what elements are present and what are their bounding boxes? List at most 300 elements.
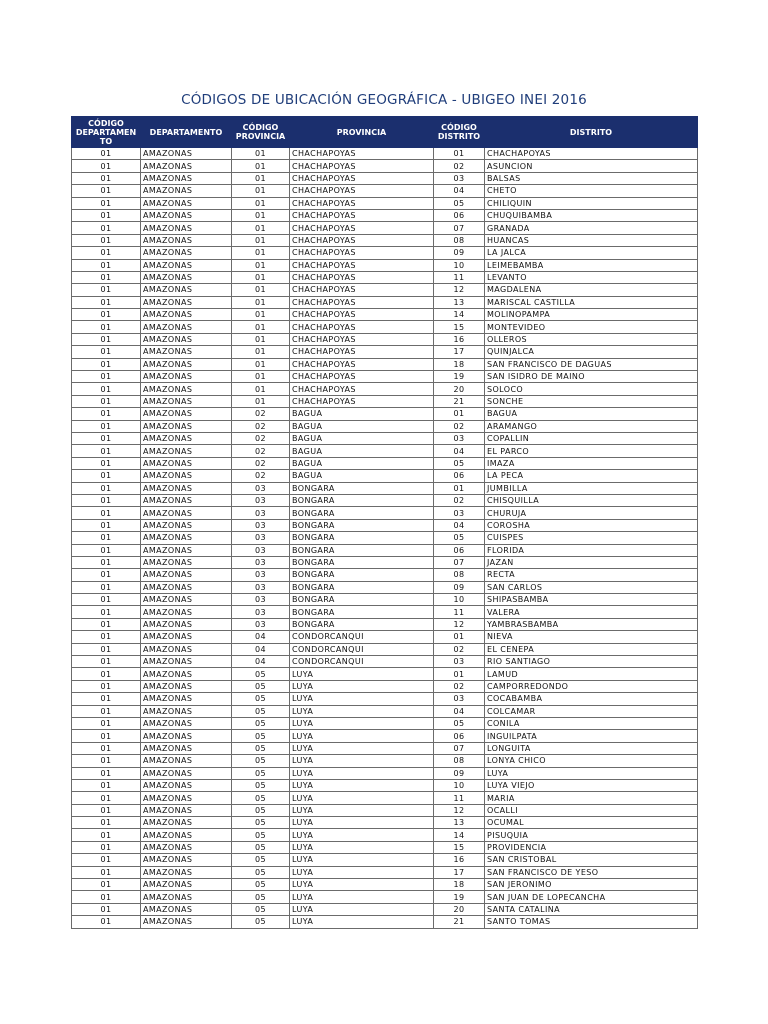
- cell-departamento: AMAZONAS: [141, 903, 232, 915]
- cell-cod-provincia: 04: [232, 656, 290, 668]
- cell-cod-distrito: 05: [434, 197, 485, 209]
- cell-cod-departamento: 01: [72, 234, 141, 246]
- cell-cod-distrito: 04: [434, 519, 485, 531]
- cell-cod-distrito: 14: [434, 309, 485, 321]
- cell-provincia: CONDORCANQUI: [290, 643, 434, 655]
- table-row: [72, 779, 698, 791]
- table-row: [72, 680, 698, 692]
- cell-provincia: LUYA: [290, 879, 434, 891]
- cell-departamento: AMAZONAS: [141, 594, 232, 606]
- cell-cod-departamento: 01: [72, 556, 141, 568]
- cell-departamento: AMAZONAS: [141, 296, 232, 308]
- cell-cod-distrito: 03: [434, 656, 485, 668]
- cell-cod-distrito: 01: [434, 408, 485, 420]
- cell-provincia: BONGARA: [290, 519, 434, 531]
- cell-cod-provincia: 01: [232, 346, 290, 358]
- cell-departamento: AMAZONAS: [141, 519, 232, 531]
- cell-provincia: LUYA: [290, 755, 434, 767]
- cell-departamento: AMAZONAS: [141, 792, 232, 804]
- cell-distrito: EL PARCO: [485, 445, 698, 457]
- cell-distrito: SANTA CATALINA: [485, 903, 698, 915]
- cell-departamento: AMAZONAS: [141, 916, 232, 928]
- cell-cod-provincia: 01: [232, 321, 290, 333]
- cell-cod-provincia: 04: [232, 631, 290, 643]
- cell-cod-distrito: 06: [434, 209, 485, 221]
- cell-provincia: LUYA: [290, 854, 434, 866]
- cell-provincia: CHACHAPOYAS: [290, 346, 434, 358]
- cell-cod-distrito: 11: [434, 792, 485, 804]
- cell-distrito: GRANADA: [485, 222, 698, 234]
- cell-cod-departamento: 01: [72, 420, 141, 432]
- cell-cod-provincia: 03: [232, 494, 290, 506]
- cell-provincia: CHACHAPOYAS: [290, 197, 434, 209]
- cell-cod-distrito: 16: [434, 854, 485, 866]
- cell-cod-distrito: 09: [434, 581, 485, 593]
- cell-departamento: AMAZONAS: [141, 668, 232, 680]
- cell-departamento: AMAZONAS: [141, 705, 232, 717]
- cell-cod-provincia: 01: [232, 284, 290, 296]
- cell-distrito: COCABAMBA: [485, 693, 698, 705]
- cell-distrito: COLCAMAR: [485, 705, 698, 717]
- cell-cod-departamento: 01: [72, 693, 141, 705]
- table-row: [72, 371, 698, 383]
- table-row: [72, 408, 698, 420]
- cell-departamento: AMAZONAS: [141, 680, 232, 692]
- table-row: [72, 519, 698, 531]
- cell-cod-provincia: 02: [232, 445, 290, 457]
- cell-provincia: LUYA: [290, 668, 434, 680]
- cell-distrito: CUISPES: [485, 532, 698, 544]
- table-row: [72, 209, 698, 221]
- cell-provincia: CHACHAPOYAS: [290, 234, 434, 246]
- cell-distrito: LUYA VIEJO: [485, 779, 698, 791]
- table-row: [72, 792, 698, 804]
- cell-provincia: BONGARA: [290, 507, 434, 519]
- cell-distrito: INGUILPATA: [485, 730, 698, 742]
- cell-cod-departamento: 01: [72, 482, 141, 494]
- table-row: [72, 259, 698, 271]
- cell-distrito: SAN CRISTOBAL: [485, 854, 698, 866]
- cell-cod-distrito: 09: [434, 247, 485, 259]
- cell-departamento: AMAZONAS: [141, 371, 232, 383]
- cell-distrito: MONTEVIDEO: [485, 321, 698, 333]
- cell-cod-provincia: 01: [232, 296, 290, 308]
- cell-provincia: LUYA: [290, 705, 434, 717]
- cell-cod-provincia: 04: [232, 643, 290, 655]
- cell-provincia: BONGARA: [290, 606, 434, 618]
- header-cod-distrito: CÓDIGO DISTRITO: [434, 117, 485, 148]
- cell-distrito: OCALLI: [485, 804, 698, 816]
- cell-cod-departamento: 01: [72, 668, 141, 680]
- cell-cod-distrito: 03: [434, 693, 485, 705]
- cell-cod-distrito: 12: [434, 618, 485, 630]
- cell-cod-departamento: 01: [72, 408, 141, 420]
- cell-cod-distrito: 04: [434, 445, 485, 457]
- cell-departamento: AMAZONAS: [141, 717, 232, 729]
- cell-distrito: LEVANTO: [485, 271, 698, 283]
- cell-cod-provincia: 05: [232, 903, 290, 915]
- ubigeo-table: [71, 116, 698, 929]
- table-row: [72, 172, 698, 184]
- cell-departamento: AMAZONAS: [141, 507, 232, 519]
- cell-cod-distrito: 20: [434, 903, 485, 915]
- table-row: [72, 903, 698, 915]
- cell-distrito: LONGUITA: [485, 742, 698, 754]
- cell-distrito: MOLINOPAMPA: [485, 309, 698, 321]
- cell-cod-departamento: 01: [72, 333, 141, 345]
- cell-distrito: ASUNCION: [485, 160, 698, 172]
- cell-cod-departamento: 01: [72, 247, 141, 259]
- cell-distrito: MARIA: [485, 792, 698, 804]
- cell-cod-departamento: 01: [72, 767, 141, 779]
- cell-cod-departamento: 01: [72, 470, 141, 482]
- cell-cod-departamento: 01: [72, 172, 141, 184]
- cell-cod-departamento: 01: [72, 371, 141, 383]
- table-row: [72, 879, 698, 891]
- cell-departamento: AMAZONAS: [141, 817, 232, 829]
- cell-provincia: LUYA: [290, 804, 434, 816]
- cell-cod-provincia: 05: [232, 829, 290, 841]
- cell-cod-provincia: 02: [232, 470, 290, 482]
- cell-cod-distrito: 12: [434, 284, 485, 296]
- cell-provincia: BONGARA: [290, 482, 434, 494]
- cell-cod-provincia: 05: [232, 817, 290, 829]
- table-row: [72, 222, 698, 234]
- cell-cod-distrito: 03: [434, 432, 485, 444]
- cell-cod-provincia: 03: [232, 507, 290, 519]
- table-row: [72, 767, 698, 779]
- cell-distrito: VALERA: [485, 606, 698, 618]
- cell-distrito: OCUMAL: [485, 817, 698, 829]
- cell-cod-departamento: 01: [72, 916, 141, 928]
- cell-departamento: AMAZONAS: [141, 234, 232, 246]
- cell-cod-distrito: 08: [434, 234, 485, 246]
- cell-distrito: CHETO: [485, 185, 698, 197]
- cell-cod-departamento: 01: [72, 222, 141, 234]
- cell-provincia: LUYA: [290, 680, 434, 692]
- cell-distrito: PROVIDENCIA: [485, 841, 698, 853]
- cell-provincia: BONGARA: [290, 532, 434, 544]
- cell-departamento: AMAZONAS: [141, 631, 232, 643]
- table-row: [72, 296, 698, 308]
- cell-cod-provincia: 05: [232, 879, 290, 891]
- cell-cod-distrito: 17: [434, 346, 485, 358]
- cell-departamento: AMAZONAS: [141, 271, 232, 283]
- cell-cod-provincia: 05: [232, 767, 290, 779]
- header-cod-departamento: CÓDIGO DEPARTAMEN TO: [72, 117, 141, 148]
- cell-cod-departamento: 01: [72, 705, 141, 717]
- cell-cod-departamento: 01: [72, 519, 141, 531]
- cell-departamento: AMAZONAS: [141, 494, 232, 506]
- cell-distrito: QUINJALCA: [485, 346, 698, 358]
- table-row: [72, 829, 698, 841]
- cell-provincia: CHACHAPOYAS: [290, 271, 434, 283]
- table-row: [72, 346, 698, 358]
- cell-provincia: LUYA: [290, 742, 434, 754]
- cell-cod-provincia: 05: [232, 804, 290, 816]
- cell-distrito: SONCHE: [485, 395, 698, 407]
- cell-distrito: LAMUD: [485, 668, 698, 680]
- cell-departamento: AMAZONAS: [141, 185, 232, 197]
- cell-cod-provincia: 05: [232, 916, 290, 928]
- cell-cod-provincia: 03: [232, 556, 290, 568]
- table-row: [72, 457, 698, 469]
- cell-provincia: CHACHAPOYAS: [290, 321, 434, 333]
- cell-cod-departamento: 01: [72, 804, 141, 816]
- cell-distrito: BAGUA: [485, 408, 698, 420]
- cell-cod-provincia: 05: [232, 755, 290, 767]
- cell-departamento: AMAZONAS: [141, 470, 232, 482]
- cell-distrito: EL CENEPA: [485, 643, 698, 655]
- cell-cod-departamento: 01: [72, 866, 141, 878]
- cell-provincia: BAGUA: [290, 457, 434, 469]
- cell-cod-provincia: 05: [232, 742, 290, 754]
- cell-cod-provincia: 03: [232, 606, 290, 618]
- cell-cod-provincia: 01: [232, 148, 290, 160]
- cell-cod-departamento: 01: [72, 730, 141, 742]
- cell-distrito: IMAZA: [485, 457, 698, 469]
- table-row: [72, 494, 698, 506]
- cell-cod-departamento: 01: [72, 346, 141, 358]
- cell-distrito: LONYA CHICO: [485, 755, 698, 767]
- cell-cod-distrito: 06: [434, 544, 485, 556]
- cell-cod-provincia: 05: [232, 717, 290, 729]
- cell-distrito: RECTA: [485, 569, 698, 581]
- table-row: [72, 817, 698, 829]
- table-header-row: [72, 117, 698, 148]
- cell-cod-provincia: 01: [232, 371, 290, 383]
- table-row: [72, 470, 698, 482]
- cell-cod-departamento: 01: [72, 680, 141, 692]
- cell-distrito: COROSHA: [485, 519, 698, 531]
- header-cod-provincia: CÓDIGO PROVINCIA: [232, 117, 290, 148]
- cell-provincia: BAGUA: [290, 445, 434, 457]
- header-departamento: DEPARTAMENTO: [141, 117, 232, 148]
- cell-provincia: LUYA: [290, 779, 434, 791]
- cell-cod-distrito: 02: [434, 643, 485, 655]
- cell-cod-distrito: 09: [434, 767, 485, 779]
- table-row: [72, 309, 698, 321]
- cell-provincia: LUYA: [290, 903, 434, 915]
- cell-cod-distrito: 01: [434, 631, 485, 643]
- table-row: [72, 717, 698, 729]
- cell-provincia: CHACHAPOYAS: [290, 222, 434, 234]
- cell-provincia: LUYA: [290, 792, 434, 804]
- cell-cod-departamento: 01: [72, 879, 141, 891]
- cell-departamento: AMAZONAS: [141, 408, 232, 420]
- cell-distrito: CONILA: [485, 717, 698, 729]
- cell-cod-distrito: 13: [434, 296, 485, 308]
- cell-departamento: AMAZONAS: [141, 395, 232, 407]
- cell-cod-departamento: 01: [72, 606, 141, 618]
- table-row: [72, 395, 698, 407]
- cell-provincia: BAGUA: [290, 420, 434, 432]
- cell-cod-distrito: 07: [434, 742, 485, 754]
- cell-cod-provincia: 01: [232, 247, 290, 259]
- cell-cod-provincia: 02: [232, 432, 290, 444]
- table-row: [72, 569, 698, 581]
- cell-cod-departamento: 01: [72, 656, 141, 668]
- table-row: [72, 247, 698, 259]
- cell-cod-distrito: 02: [434, 680, 485, 692]
- cell-departamento: AMAZONAS: [141, 556, 232, 568]
- cell-cod-departamento: 01: [72, 792, 141, 804]
- cell-cod-distrito: 12: [434, 804, 485, 816]
- cell-departamento: AMAZONAS: [141, 457, 232, 469]
- cell-cod-distrito: 05: [434, 532, 485, 544]
- cell-cod-provincia: 01: [232, 395, 290, 407]
- cell-distrito: SAN JERONIMO: [485, 879, 698, 891]
- cell-cod-provincia: 01: [232, 383, 290, 395]
- cell-provincia: BONGARA: [290, 494, 434, 506]
- table-row: [72, 594, 698, 606]
- cell-cod-departamento: 01: [72, 742, 141, 754]
- cell-departamento: AMAZONAS: [141, 333, 232, 345]
- cell-distrito: BALSAS: [485, 172, 698, 184]
- cell-cod-distrito: 03: [434, 507, 485, 519]
- cell-distrito: CHUQUIBAMBA: [485, 209, 698, 221]
- table-row: [72, 234, 698, 246]
- cell-departamento: AMAZONAS: [141, 482, 232, 494]
- table-row: [72, 544, 698, 556]
- cell-cod-departamento: 01: [72, 148, 141, 160]
- table-row: [72, 742, 698, 754]
- cell-distrito: CHURUJA: [485, 507, 698, 519]
- cell-departamento: AMAZONAS: [141, 358, 232, 370]
- cell-provincia: CHACHAPOYAS: [290, 185, 434, 197]
- cell-departamento: AMAZONAS: [141, 172, 232, 184]
- table-row: [72, 804, 698, 816]
- cell-cod-departamento: 01: [72, 197, 141, 209]
- cell-provincia: LUYA: [290, 730, 434, 742]
- table-row: [72, 656, 698, 668]
- cell-departamento: AMAZONAS: [141, 346, 232, 358]
- table-row: [72, 197, 698, 209]
- cell-departamento: AMAZONAS: [141, 879, 232, 891]
- cell-provincia: LUYA: [290, 891, 434, 903]
- table-row: [72, 383, 698, 395]
- cell-cod-departamento: 01: [72, 631, 141, 643]
- cell-provincia: CHACHAPOYAS: [290, 160, 434, 172]
- cell-cod-provincia: 05: [232, 693, 290, 705]
- cell-cod-departamento: 01: [72, 445, 141, 457]
- cell-departamento: AMAZONAS: [141, 656, 232, 668]
- cell-departamento: AMAZONAS: [141, 383, 232, 395]
- cell-departamento: AMAZONAS: [141, 581, 232, 593]
- cell-distrito: CHACHAPOYAS: [485, 148, 698, 160]
- cell-cod-distrito: 21: [434, 916, 485, 928]
- cell-cod-provincia: 03: [232, 594, 290, 606]
- cell-distrito: LEIMEBAMBA: [485, 259, 698, 271]
- cell-cod-provincia: 05: [232, 705, 290, 717]
- cell-provincia: BONGARA: [290, 581, 434, 593]
- table-row: [72, 606, 698, 618]
- table-row: [72, 891, 698, 903]
- cell-cod-provincia: 05: [232, 891, 290, 903]
- cell-cod-departamento: 01: [72, 891, 141, 903]
- cell-provincia: CONDORCANQUI: [290, 656, 434, 668]
- cell-distrito: SAN FRANCISCO DE DAGUAS: [485, 358, 698, 370]
- cell-distrito: MAGDALENA: [485, 284, 698, 296]
- cell-provincia: LUYA: [290, 841, 434, 853]
- cell-distrito: JUMBILLA: [485, 482, 698, 494]
- table-row: [72, 916, 698, 928]
- cell-cod-distrito: 02: [434, 494, 485, 506]
- cell-cod-provincia: 05: [232, 680, 290, 692]
- cell-cod-distrito: 01: [434, 148, 485, 160]
- table-row: [72, 866, 698, 878]
- cell-departamento: AMAZONAS: [141, 755, 232, 767]
- cell-cod-departamento: 01: [72, 643, 141, 655]
- table-row: [72, 432, 698, 444]
- cell-provincia: LUYA: [290, 817, 434, 829]
- cell-cod-departamento: 01: [72, 817, 141, 829]
- table-row: [72, 284, 698, 296]
- cell-cod-provincia: 01: [232, 160, 290, 172]
- cell-cod-departamento: 01: [72, 581, 141, 593]
- cell-distrito: JAZAN: [485, 556, 698, 568]
- cell-departamento: AMAZONAS: [141, 420, 232, 432]
- cell-distrito: CHILIQUIN: [485, 197, 698, 209]
- table-row: [72, 160, 698, 172]
- cell-distrito: SAN ISIDRO DE MAINO: [485, 371, 698, 383]
- cell-cod-distrito: 06: [434, 730, 485, 742]
- cell-cod-distrito: 02: [434, 420, 485, 432]
- cell-distrito: ARAMANGO: [485, 420, 698, 432]
- cell-cod-departamento: 01: [72, 618, 141, 630]
- cell-departamento: AMAZONAS: [141, 259, 232, 271]
- cell-cod-distrito: 19: [434, 891, 485, 903]
- cell-cod-departamento: 01: [72, 717, 141, 729]
- cell-cod-provincia: 02: [232, 457, 290, 469]
- cell-cod-distrito: 17: [434, 866, 485, 878]
- cell-cod-distrito: 08: [434, 569, 485, 581]
- table-row: [72, 693, 698, 705]
- cell-cod-departamento: 01: [72, 209, 141, 221]
- cell-departamento: AMAZONAS: [141, 544, 232, 556]
- cell-cod-provincia: 01: [232, 333, 290, 345]
- table-body: [72, 148, 698, 929]
- table-row: [72, 420, 698, 432]
- cell-distrito: SHIPASBAMBA: [485, 594, 698, 606]
- cell-cod-provincia: 02: [232, 420, 290, 432]
- cell-provincia: CHACHAPOYAS: [290, 395, 434, 407]
- cell-provincia: LUYA: [290, 717, 434, 729]
- cell-distrito: RIO SANTIAGO: [485, 656, 698, 668]
- cell-cod-departamento: 01: [72, 457, 141, 469]
- cell-provincia: BAGUA: [290, 432, 434, 444]
- cell-departamento: AMAZONAS: [141, 693, 232, 705]
- cell-cod-provincia: 01: [232, 271, 290, 283]
- cell-distrito: LA JALCA: [485, 247, 698, 259]
- cell-cod-distrito: 13: [434, 817, 485, 829]
- cell-departamento: AMAZONAS: [141, 618, 232, 630]
- cell-provincia: CHACHAPOYAS: [290, 333, 434, 345]
- cell-departamento: AMAZONAS: [141, 321, 232, 333]
- cell-provincia: CHACHAPOYAS: [290, 247, 434, 259]
- cell-departamento: AMAZONAS: [141, 432, 232, 444]
- cell-cod-departamento: 01: [72, 321, 141, 333]
- table-row: [72, 321, 698, 333]
- cell-provincia: BONGARA: [290, 569, 434, 581]
- cell-cod-distrito: 18: [434, 358, 485, 370]
- table-row: [72, 618, 698, 630]
- cell-distrito: COPALLIN: [485, 432, 698, 444]
- cell-cod-provincia: 03: [232, 569, 290, 581]
- table-row: [72, 581, 698, 593]
- table-row: [72, 755, 698, 767]
- cell-distrito: SANTO TOMAS: [485, 916, 698, 928]
